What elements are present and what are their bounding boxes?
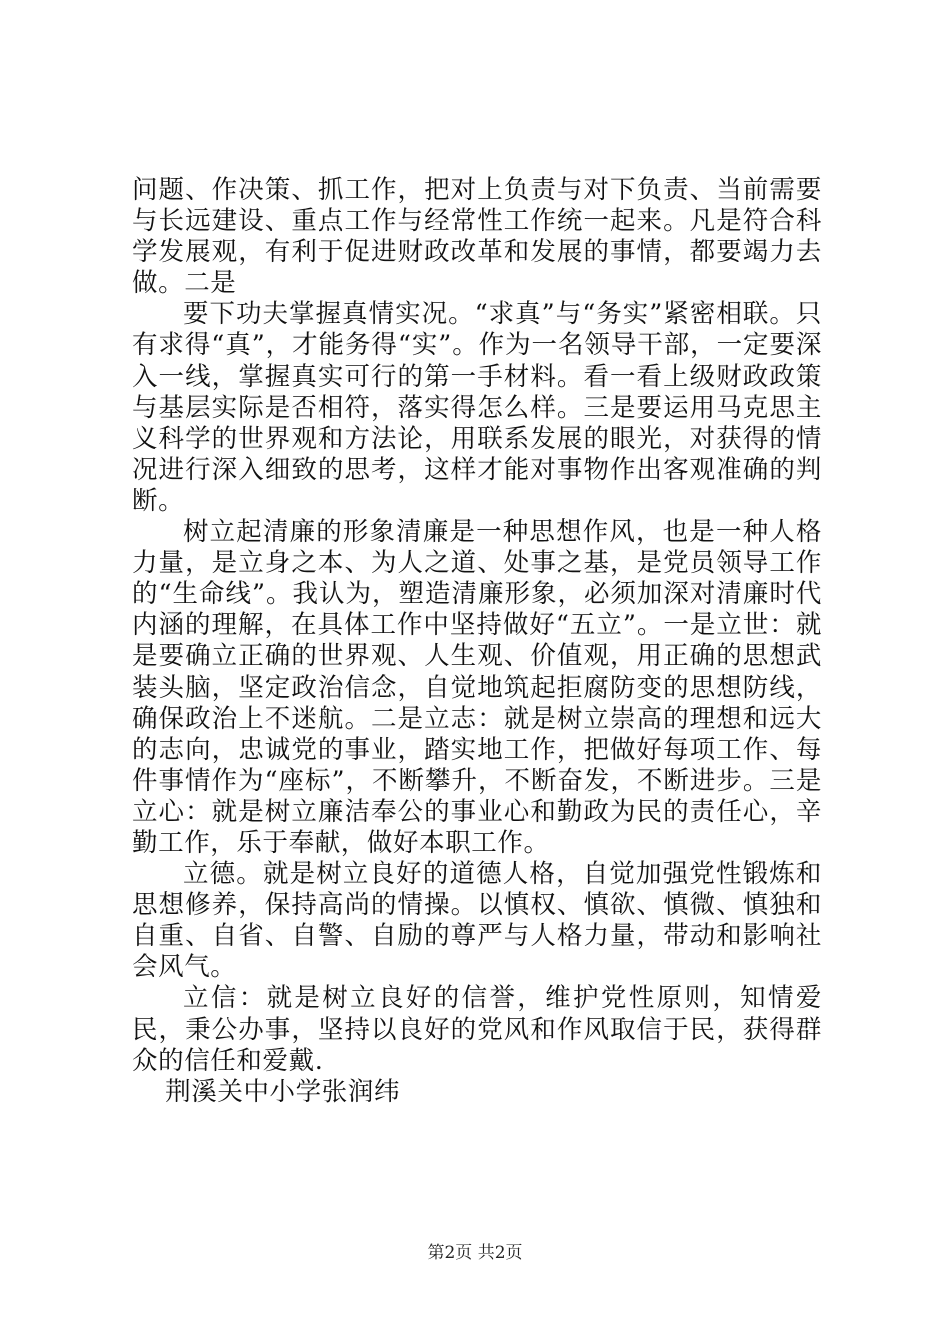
- document-body: [132, 175, 822, 1108]
- paragraph-5: 立信：就是树立良好的信誉，维护党性原则，知情爱民，秉公办事，坚持以良好的党风和作风取信于民，获得群众的信任和爱戴.: [132, 983, 822, 1076]
- page-number-footer: 第2页 共2页: [427, 1243, 523, 1263]
- paragraph-2: 要下功夫掌握真情实况。“求真”与“务实”紧密相联。只有求得“真”，才能务得“实”。作为一名领导干部，一定要深入一线，掌握真实可行的第一手材料。看一看上级财政政策与基层实际是否相符，落实得怎么样。三是要运用马克思主义科学的世界观和方法论，用联系发展的眼光，对获得的情况进行深入细致的思考，这样才能对事物作出客观准确的判断。: [132, 299, 822, 516]
- paragraph-3: 树立起清廉的形象清廉是一种思想作风，也是一种人格力量，是立身之本、为人之道、处事之基，是党员领导工作的“生命线”。我认为，塑造清廉形象，必须加深对清廉时代内涵的理解，在具体工作中坚持做好“五立”。一是立世：就是要确立正确的世界观、人生观、价值观，用正确的思想武装头脑，坚定政治信念，自觉地筑起拒腐防变的思想防线，确保政治上不迷航。二是立志：就是树立崇高的理想和远大的志向，忠诚党的事业，踏实地工作，把做好每项工作、每件事情作为“座标”，不断攀升，不断奋发，不断进步。三是立心：就是树立廉洁奉公的事业心和勤政为民的责任心，辛勤工作，乐于奉献，做好本职工作。: [132, 517, 822, 858]
- paragraph-1: 问题、作决策、抓工作，把对上负责与对下负责、当前需要与长远建设、重点工作与经常性工作统一起来。凡是符合科学发展观，有利于促进财政改革和发展的事情，都要竭力去做。二是: [132, 175, 822, 299]
- author-signature: 荆溪关中小学张润纬: [165, 1076, 401, 1107]
- paragraph-4: 立德。就是树立良好的道德人格，自觉加强党性锻炼和思想修养，保持高尚的情操。以慎权、慎欲、慎微、慎独和自重、自省、自警、自励的尊严与人格力量，带动和影响社会风气。: [132, 859, 822, 983]
